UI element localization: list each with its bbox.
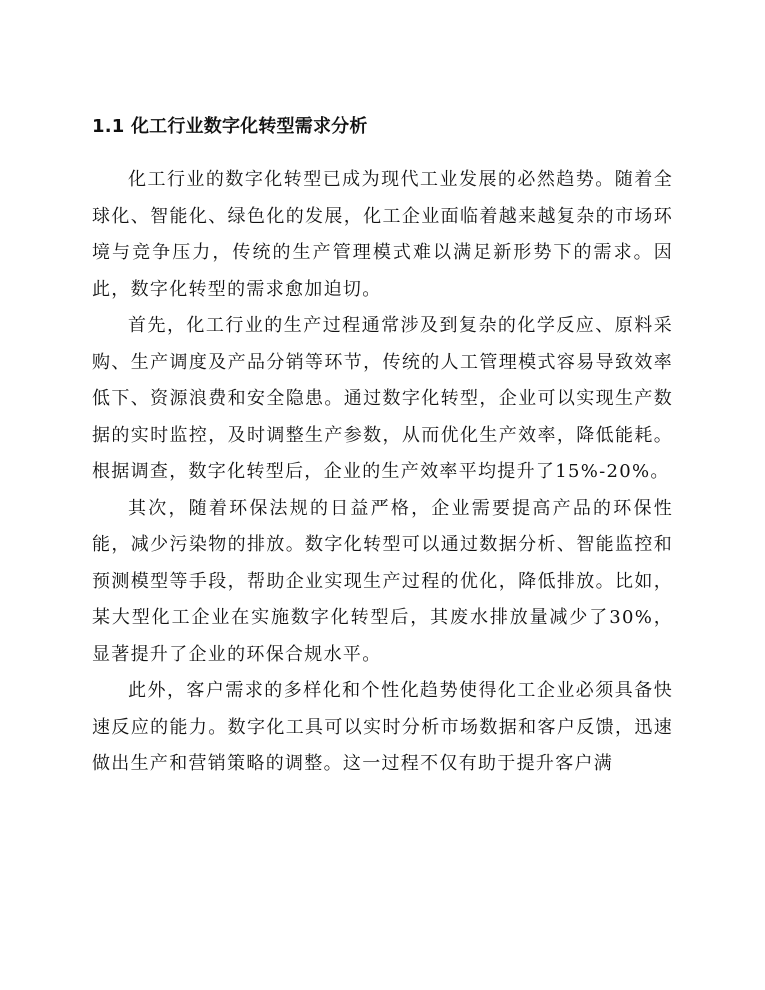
section-title: 1.1 化工行业数字化转型需求分析 [92, 116, 368, 137]
paragraph-intro: 化工行业的数字化转型已成为现代工业发展的必然趋势。随着全球化、智能化、绿色化的发展，化工企业面临着越来越复杂的市场环境与竞争压力，传统的生产管理模式难以满足新形势下的需求。因此，数字化转型的需求愈加迫切。 [92, 169, 673, 300]
paragraph-customer-demand: 此外，客户需求的多样化和个性化趋势使得化工企业必须具备快速反应的能力。数字化工具可以实时分析市场数据和客户反馈，迅速做出生产和营销策略的调整。这一过程不仅有助于提升客户满 [92, 680, 673, 774]
paragraph-environment: 其次，随着环保法规的日益严格，企业需要提高产品的环保性能，减少污染物的排放。数字化转型可以通过数据分析、智能监控和预测模型等手段，帮助企业实现生产过程的优化，降低排放。比如，某大型化工企业在实施数字化转型后，其废水排放量减少了30%，显著提升了企业的环保合规水平。 [92, 497, 673, 665]
paragraph-efficiency: 首先，化工行业的生产过程通常涉及到复杂的化学反应、原料采购、生产调度及产品分销等环节，传统的人工管理模式容易导致效率低下、资源浪费和安全隐患。通过数字化转型，企业可以实现生产数据的实时监控，及时调整生产参数，从而优化生产效率，降低能耗。根据调查，数字化转型后，企业的生产效率平均提升了15%-20%。 [92, 315, 673, 482]
